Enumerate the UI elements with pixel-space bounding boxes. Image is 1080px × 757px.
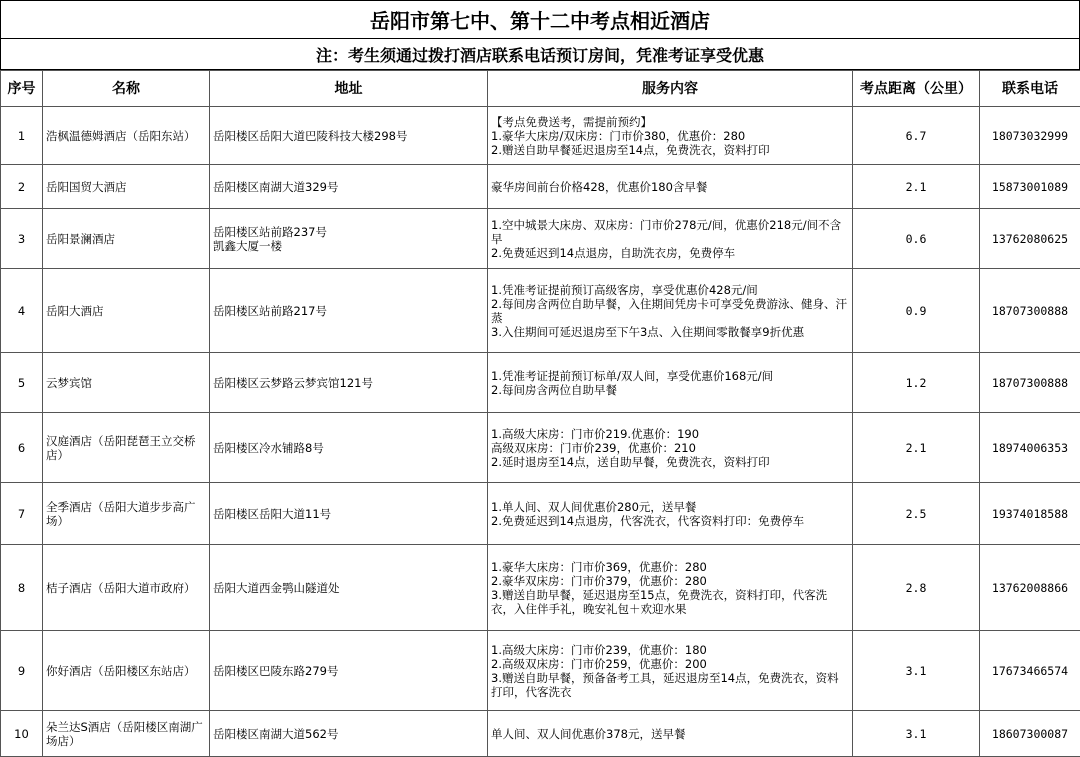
cell-phone: 13762008866: [980, 545, 1080, 631]
cell-address: 岳阳楼区站前路217号: [210, 269, 488, 353]
col-header-distance: 考点距离（公里）: [853, 71, 980, 107]
cell-distance: 1.2: [853, 353, 980, 413]
table-row: [1, 353, 1080, 413]
cell-service: 1.凭准考证提前预订标单/双人间，享受优惠价168元/间 2.每间房含两位自助早餐: [488, 353, 853, 413]
cell-name: 浩枫温德姆酒店（岳阳东站）: [43, 107, 210, 165]
cell-phone: 19374018588: [980, 483, 1080, 545]
cell-address: 岳阳楼区岳阳大道11号: [210, 483, 488, 545]
cell-service: 1.空中城景大床房、双床房：门市价278元/间，优惠价218元/间不含早 2.免费延迟到14点退房，自助洗衣房，免费停车: [488, 209, 853, 269]
cell-address: 岳阳楼区巴陵东路279号: [210, 631, 488, 711]
header-row: [1, 71, 1080, 107]
cell-address: 岳阳楼区站前路237号 凯鑫大厦一楼: [210, 209, 488, 269]
cell-name: 桔子酒店（岳阳大道市政府）: [43, 545, 210, 631]
cell-service: 1.凭准考证提前预订高级客房，享受优惠价428元/间 2.每间房含两位自助早餐，入住期间凭房卡可享受免费游泳、健身、汗蒸 3.入住期间可延迟退房至下午3点、入住期间零散餐享9折优惠: [488, 269, 853, 353]
cell-service: 【考点免费送考，需提前预约】 1.豪华大床房/双床房：门市价380，优惠价：280 2.赠送自助早餐延迟退房至14点，免费洗衣，资料打印: [488, 107, 853, 165]
table-row: [1, 413, 1080, 483]
sheet-note: 注：考生须通过拨打酒店联系电话预订房间，凭准考证享受优惠: [0, 39, 1080, 70]
cell-distance: 0.9: [853, 269, 980, 353]
table-row: [1, 107, 1080, 165]
cell-name: 全季酒店（岳阳大道步步高广场）: [43, 483, 210, 545]
cell-name: 朵兰达S酒店（岳阳楼区南湖广场店）: [43, 711, 210, 757]
cell-index: 9: [1, 631, 43, 711]
cell-name: 岳阳景澜酒店: [43, 209, 210, 269]
cell-address: 岳阳楼区南湖大道329号: [210, 165, 488, 209]
table-row: [1, 209, 1080, 269]
cell-name: 岳阳大酒店: [43, 269, 210, 353]
col-header-index: 序号: [1, 71, 43, 107]
table-row: [1, 631, 1080, 711]
cell-index: 8: [1, 545, 43, 631]
cell-phone: 18707300888: [980, 353, 1080, 413]
cell-index: 10: [1, 711, 43, 757]
table-row: [1, 545, 1080, 631]
cell-index: 2: [1, 165, 43, 209]
col-header-phone: 联系电话: [980, 71, 1080, 107]
cell-index: 1: [1, 107, 43, 165]
cell-distance: 2.8: [853, 545, 980, 631]
cell-name: 岳阳国贸大酒店: [43, 165, 210, 209]
cell-phone: 18073032999: [980, 107, 1080, 165]
cell-name: 汉庭酒店（岳阳琵琶王立交桥店）: [43, 413, 210, 483]
cell-service: 单人间、双人间优惠价378元，送早餐: [488, 711, 853, 757]
cell-distance: 2.1: [853, 165, 980, 209]
col-header-service: 服务内容: [488, 71, 853, 107]
cell-distance: 2.1: [853, 413, 980, 483]
cell-name: 你好酒店（岳阳楼区东站店）: [43, 631, 210, 711]
cell-address: 岳阳楼区岳阳大道巴陵科技大楼298号: [210, 107, 488, 165]
cell-distance: 3.1: [853, 711, 980, 757]
cell-distance: 2.5: [853, 483, 980, 545]
cell-phone: 18607300087: [980, 711, 1080, 757]
cell-distance: 6.7: [853, 107, 980, 165]
cell-phone: 17673466574: [980, 631, 1080, 711]
hotel-table: [0, 70, 1080, 757]
cell-phone: 18707300888: [980, 269, 1080, 353]
cell-index: 4: [1, 269, 43, 353]
cell-index: 6: [1, 413, 43, 483]
sheet-title: 岳阳市第七中、第十二中考点相近酒店: [0, 0, 1080, 39]
cell-index: 7: [1, 483, 43, 545]
cell-name: 云梦宾馆: [43, 353, 210, 413]
cell-distance: 3.1: [853, 631, 980, 711]
cell-phone: 18974006353: [980, 413, 1080, 483]
table-row: [1, 711, 1080, 757]
cell-service: 1.高级大床房：门市价239，优惠价：180 2.高级双床房：门市价259，优惠价：200 3.赠送自助早餐，预备备考工具，延迟退房至14点，免费洗衣，资料打印，代客洗衣: [488, 631, 853, 711]
cell-address: 岳阳楼区南湖大道562号: [210, 711, 488, 757]
cell-service: 1.高级大床房：门市价219.优惠价：190 高级双床房：门市价239，优惠价：210 2.延时退房至14点，送自助早餐，免费洗衣，资料打印: [488, 413, 853, 483]
table-row: [1, 269, 1080, 353]
cell-phone: 15873001089: [980, 165, 1080, 209]
cell-address: 岳阳大道西金鹗山隧道处: [210, 545, 488, 631]
table-row: [1, 165, 1080, 209]
cell-service: 1.豪华大床房：门市价369，优惠价：280 2.豪华双床房：门市价379，优惠价：280 3.赠送自助早餐，延迟退房至15点，免费洗衣，资料打印，代客洗衣，入住伴手礼，晚安礼包＋欢迎水果: [488, 545, 853, 631]
table-row: [1, 483, 1080, 545]
cell-index: 3: [1, 209, 43, 269]
cell-service: 1.单人间、双人间优惠价280元，送早餐 2.免费延迟到14点退房，代客洗衣，代客资料打印：免费停车: [488, 483, 853, 545]
col-header-address: 地址: [210, 71, 488, 107]
cell-index: 5: [1, 353, 43, 413]
cell-distance: 0.6: [853, 209, 980, 269]
cell-address: 岳阳楼区云梦路云梦宾馆121号: [210, 353, 488, 413]
cell-address: 岳阳楼区冷水铺路8号: [210, 413, 488, 483]
cell-service: 豪华房间前台价格428，优惠价180含早餐: [488, 165, 853, 209]
cell-phone: 13762080625: [980, 209, 1080, 269]
col-header-name: 名称: [43, 71, 210, 107]
